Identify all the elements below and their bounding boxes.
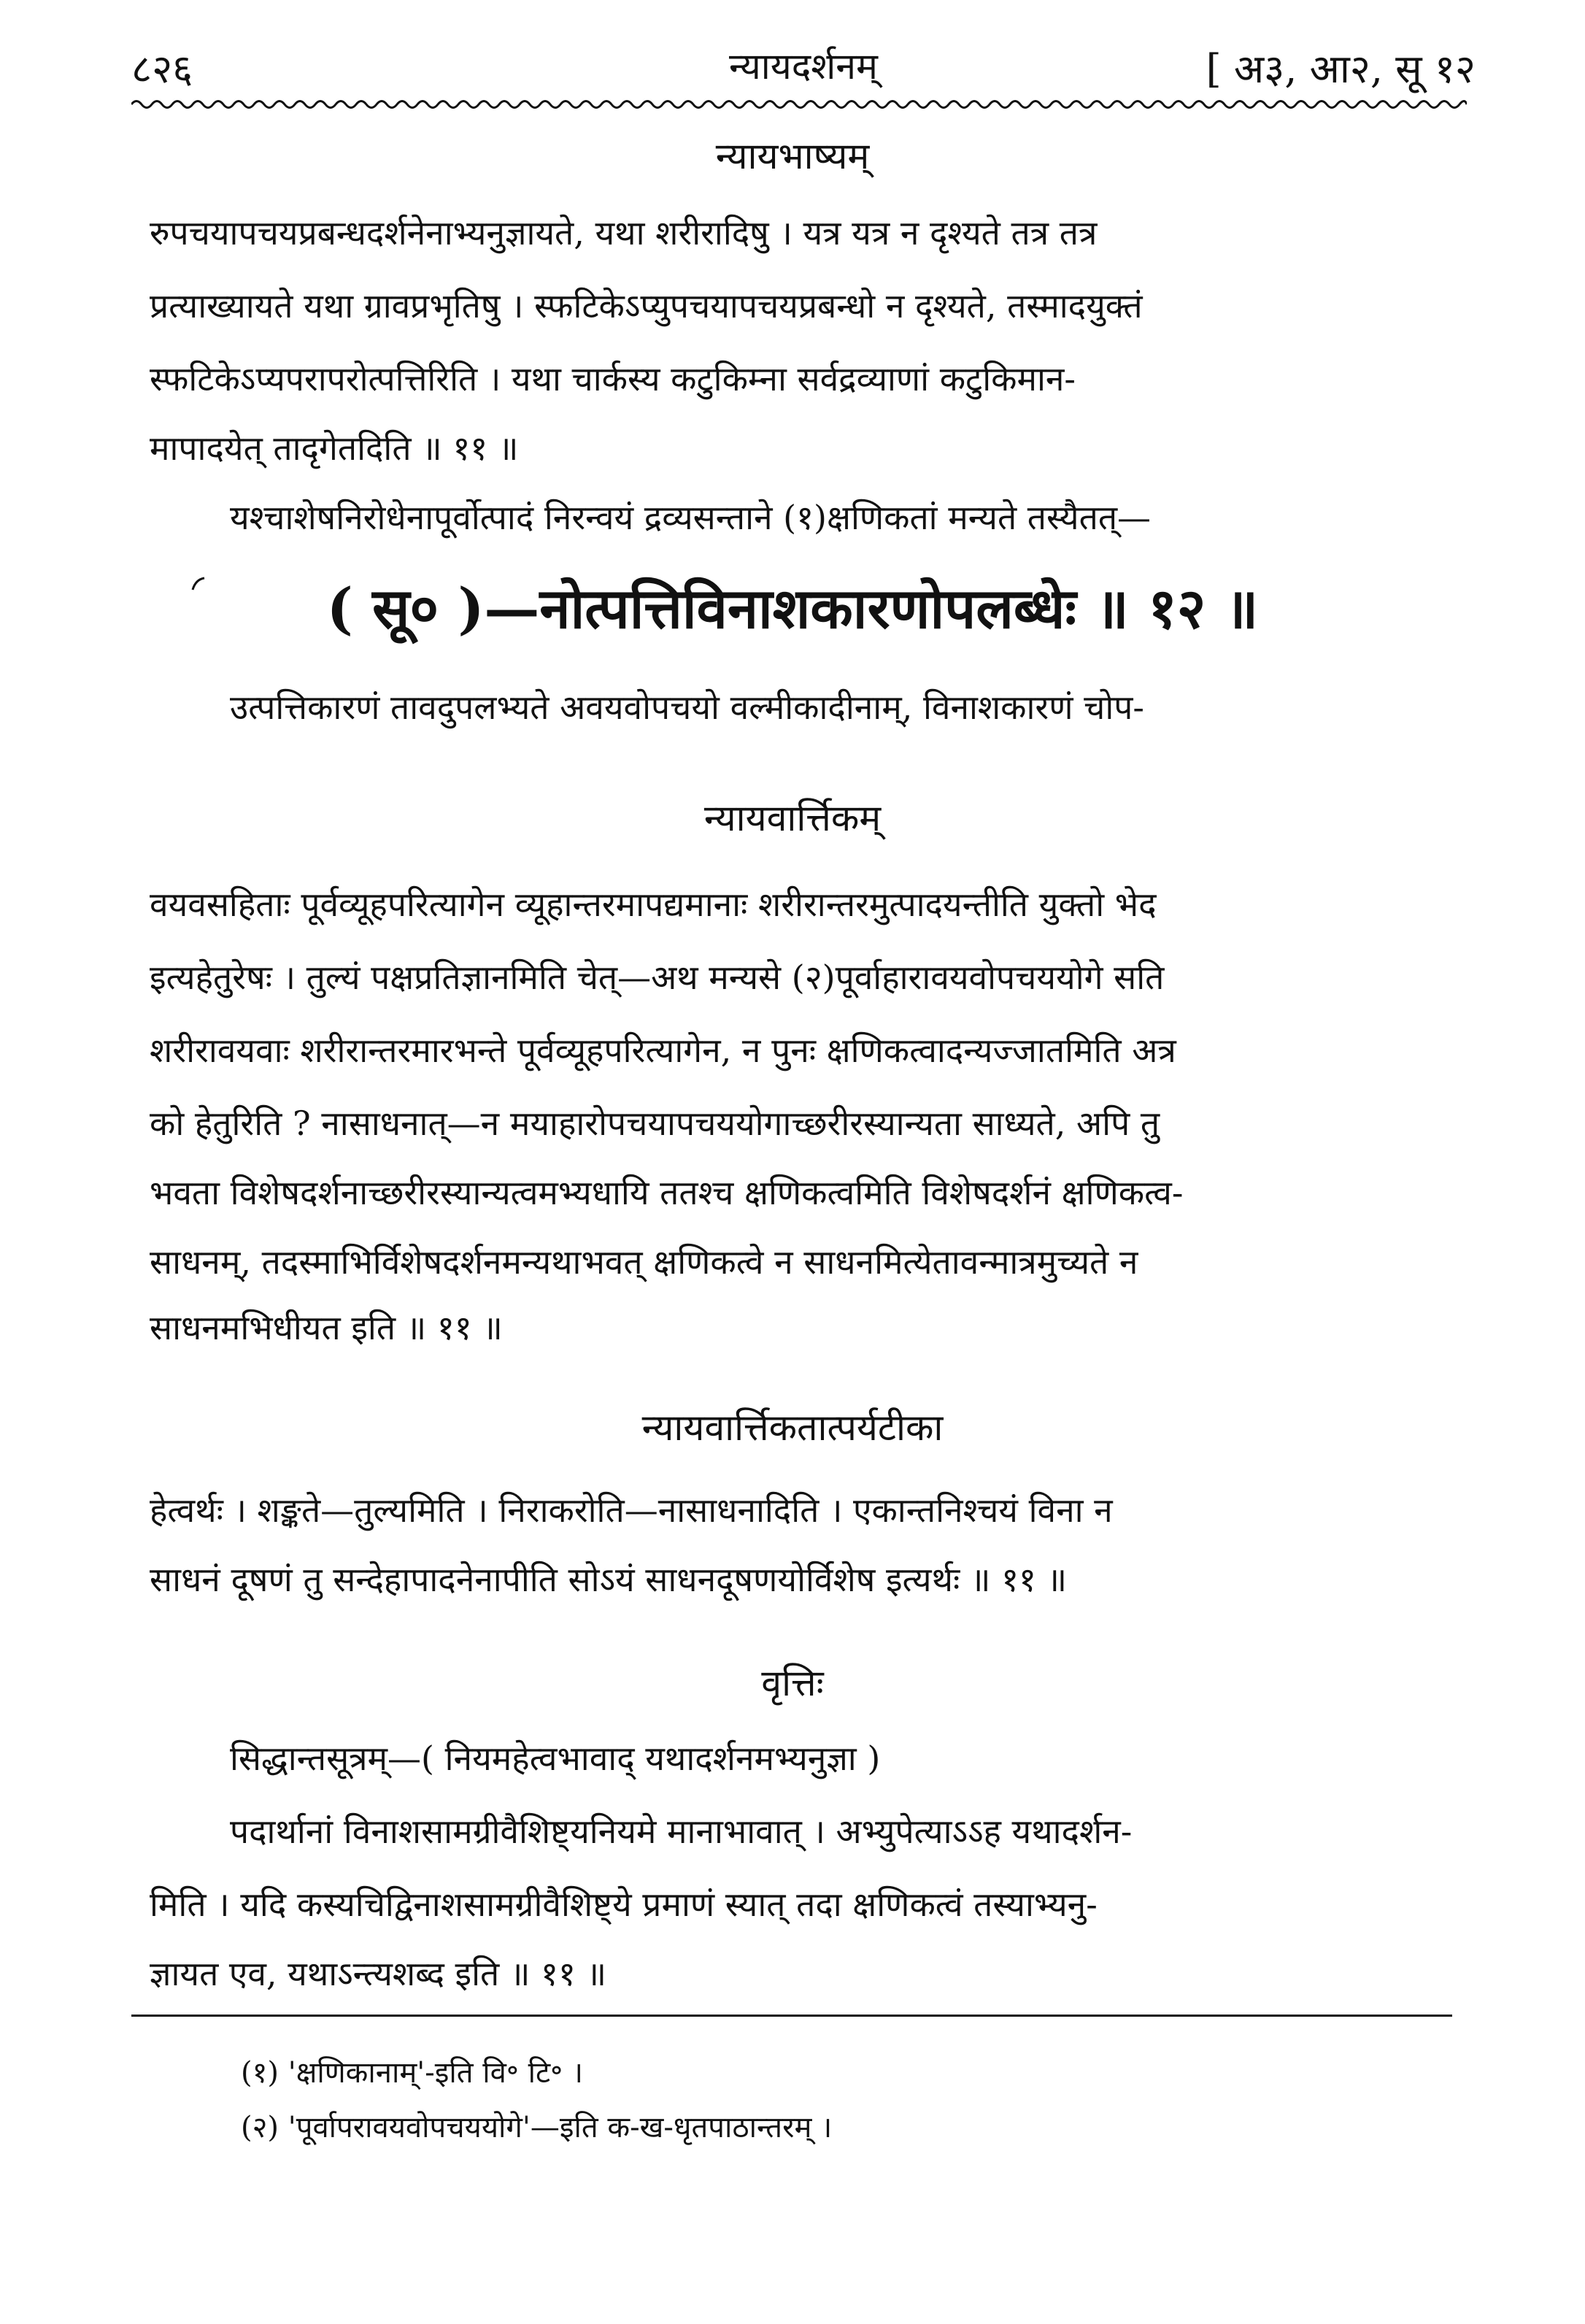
section-heading-bhashya: न्यायभाष्यम् <box>715 135 870 177</box>
footnote-2: (२) 'पूर्वापरावयवोपचययोगे'—इति क-ख-धृतपाठान्तरम् । <box>241 2111 833 2144</box>
running-header <box>131 40 1476 99</box>
vartika-line: साधनमभिधीयत इति ॥ ११ ॥ <box>150 1308 503 1347</box>
bhashya-line: स्फटिकेऽप्यपरापरोत्पत्तिरिति । यथा चार्कस्य कटुकिम्ना सर्वद्रव्याणां कटुकिमान- <box>150 359 1076 399</box>
vartika-line: शरीरावयवाः शरीरान्तरमारभन्ते पूर्वव्यूहपरित्यागेन, न पुनः क्षणिकत्वादन्यज्जातमिति अत्र <box>150 1031 1176 1070</box>
tatparya-line: हेत्वर्थः । शङ्कते—तुल्यमिति । निराकरोति—नासाधनादिति । एकान्तनिश्चयं विना न <box>150 1490 1113 1530</box>
bhashya-commentary-line: उत्पत्तिकारणं तावदुपलभ्यते अवयवोपचयो वल्मीकादीनाम्, विनाशकारणं चोप- <box>230 688 1144 727</box>
vartika-line: भवता विशेषदर्शनाच्छरीरस्यान्यत्वमभ्यधायि ततश्च क्षणिकत्वमिति विशेषदर्शनं क्षणिकत्व- <box>150 1173 1184 1212</box>
sutra-12: ( सू० )—नोत्पत्तिविनाशकारणोपलब्धेः ॥ १२ ॥ <box>326 576 1259 641</box>
footnote-1: (१) 'क्षणिकानाम्'-इति वि॰ टि॰ । <box>241 2056 584 2090</box>
vartika-line: वयवसहिताः पूर्वव्यूहपरित्यागेन व्यूहान्तरमापद्यमानाः शरीरान्तरमुत्पादयन्तीति युक्तो भेद <box>150 885 1157 924</box>
vartika-line: इत्यहेतुरेषः । तुल्यं पक्षप्रतिज्ञानमिति चेत्—अथ मन्यसे (२)पूर्वाहारावयवोपचययोगे सति <box>150 958 1165 997</box>
vritti-siddhanta-sutra: सिद्धान्तसूत्रम्—( नियमहेत्वभावाद् यथादर्शनमभ्यनुज्ञा ) <box>230 1739 881 1778</box>
bhashya-line: प्रत्याख्यायते यथा ग्रावप्रभृतिषु । स्फटिकेऽप्युपचयापचयप्रबन्धो न दृश्यते, तस्मादयुक्तं <box>150 286 1143 326</box>
page-number: ८२६ <box>131 46 193 92</box>
vartika-line: को हेतुरिति ? नासाधनात्—न मयाहारोपचयापचययोगाच्छरीरस्यान्यता साध्यते, अपि तु <box>150 1104 1160 1143</box>
section-heading-tatparya: न्यायवार्त्तिकतात्पर्यटीका <box>641 1407 944 1449</box>
section-heading-vartika: न्यायवार्त्तिकम् <box>703 797 882 839</box>
bhashya-line: मापादयेत् तादृगेतदिति ॥ ११ ॥ <box>150 428 519 468</box>
bhashya-line: रुपचयापचयप्रबन्धदर्शनेनाभ्यनुज्ञायते, यथा शरीरादिषु । यत्र यत्र न दृश्यते तत्र तत्र <box>150 213 1098 253</box>
wavy-rule <box>131 96 1467 112</box>
vartika-line: साधनम्, तदस्माभिर्विशेषदर्शनमन्यथाभवत् क्षणिकत्वे न साधनमित्येतावन्मात्रमुच्यते न <box>150 1242 1138 1282</box>
tatparya-line: साधनं दूषणं तु सन्देहापादनेनापीति सोऽयं साधनदूषणयोर्विशेष इत्यर्थः ॥ ११ ॥ <box>150 1560 1068 1599</box>
section-heading-vritti: वृत्तिः <box>761 1662 824 1704</box>
vritti-line: पदार्थानां विनाशसामग्रीवैशिष्ट्यनियमे मानाभावात् । अभ्युपेत्याऽऽह यथादर्शन- <box>230 1812 1133 1851</box>
vritti-line: मिति । यदि कस्यचिद्विनाशसामग्रीवैशिष्ट्ये प्रमाणं स्यात् तदा क्षणिकत्वं तस्याभ्यनु- <box>150 1885 1098 1924</box>
running-title: न्यायदर्शनम् <box>729 45 878 88</box>
chapter-reference: [ अ३, आ२, सू १२ <box>1206 46 1476 92</box>
footnote-rule <box>131 2015 1452 2017</box>
bhashya-intro-line: यश्चाशेषनिरोधेनापूर्वोत्पादं निरन्वयं द्रव्यसन्ताने (१)क्षणिकतां मन्यते तस्यैतत्— <box>230 498 1152 537</box>
vritti-line: ज्ञायत एव, यथाऽन्त्यशब्द इति ॥ ११ ॥ <box>150 1954 607 1993</box>
